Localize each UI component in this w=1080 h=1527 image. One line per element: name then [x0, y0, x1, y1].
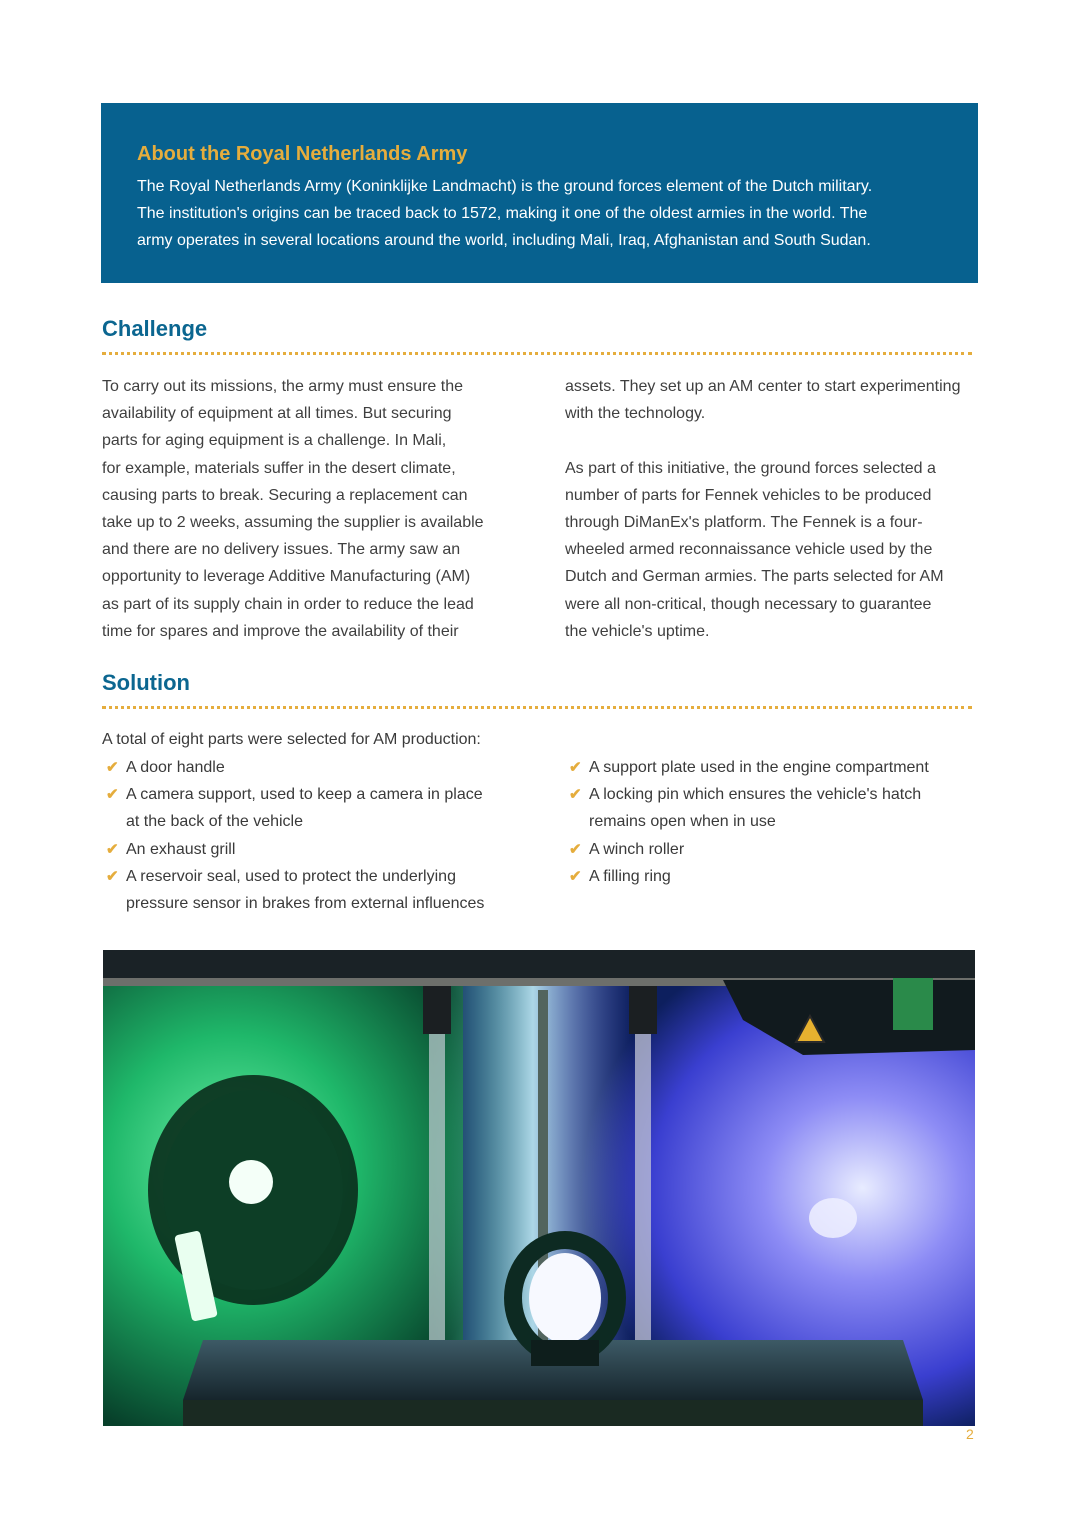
- check-icon: ✔: [106, 840, 119, 858]
- list-item: [102, 836, 542, 863]
- text-line: causing parts to break. Securing a replacement can: [102, 486, 468, 504]
- list-item: [102, 754, 542, 781]
- text-line: wheeled armed reconnaissance vehicle used by the: [565, 541, 933, 559]
- about-banner: [101, 103, 978, 283]
- parts-list-left: [102, 754, 542, 917]
- about-title: About the Royal Netherlands Army: [137, 143, 468, 165]
- challenge-right-para-2: [565, 455, 985, 645]
- about-text: [137, 173, 942, 254]
- list-item-text: A reservoir seal, used to protect the underlying: [126, 867, 456, 885]
- text-line: were all non-critical, though necessary to guarantee: [565, 595, 932, 613]
- printer-illustration: [103, 950, 975, 1426]
- solution-heading: Solution: [102, 670, 190, 695]
- text-line: opportunity to leverage Additive Manufacturing (AM): [102, 568, 471, 586]
- solution-divider: [102, 706, 972, 709]
- check-icon: ✔: [569, 840, 582, 858]
- list-item: [565, 754, 985, 781]
- text-line: availability of equipment at all times. But securing: [102, 405, 452, 423]
- text-line: assets. They set up an AM center to start experimenting: [565, 378, 961, 395]
- challenge-heading: Challenge: [102, 316, 208, 341]
- challenge-divider: [102, 352, 972, 355]
- challenge-left-text: [102, 373, 542, 645]
- list-item-text: An exhaust grill: [126, 840, 236, 858]
- check-icon: ✔: [569, 786, 582, 804]
- challenge-right-para-1: [565, 373, 985, 427]
- text-line: parts for aging equipment is a challenge. In Mali,: [102, 432, 447, 450]
- parts-list-right: [565, 754, 985, 890]
- check-icon: ✔: [106, 867, 119, 885]
- about-line: army operates in several locations around the world, including Mali, Iraq, Afghanistan and South Sudan.: [137, 232, 871, 249]
- text-line: As part of this initiative, the ground forces selected a: [565, 459, 936, 477]
- solution-intro: A total of eight parts were selected for AM production:: [102, 731, 481, 748]
- list-item-text: remains open when in use: [589, 813, 776, 831]
- text-line: number of parts for Fennek vehicles to be produced: [565, 486, 932, 504]
- text-line: take up to 2 weeks, assuming the supplier is available: [102, 514, 484, 532]
- list-item-text: A camera support, used to keep a camera in place: [126, 786, 483, 804]
- text-line: and there are no delivery issues. The army saw an: [102, 541, 461, 559]
- list-item-text: A filling ring: [589, 867, 671, 885]
- page-number: 2: [966, 1426, 974, 1442]
- list-item: [565, 781, 985, 835]
- list-item-text: at the back of the vehicle: [126, 813, 303, 831]
- list-item: [102, 863, 542, 917]
- text-line: for example, materials suffer in the desert climate,: [102, 459, 456, 477]
- list-item-text: pressure sensor in brakes from external influences: [126, 895, 485, 913]
- challenge-left-column: [102, 373, 542, 645]
- about-line: The institution's origins can be traced back to 1572, making it one of the oldest armies in the world. The: [137, 205, 868, 222]
- check-icon: ✔: [569, 759, 582, 776]
- text-line: To carry out its missions, the army must ensure the: [102, 378, 464, 395]
- text-line: the vehicle's uptime.: [565, 622, 710, 640]
- text-line: with the technology.: [565, 405, 706, 423]
- list-item: [102, 781, 542, 835]
- list-item-text: A door handle: [126, 759, 225, 776]
- check-icon: ✔: [106, 759, 119, 776]
- list-item-text: A locking pin which ensures the vehicle's hatch: [589, 786, 922, 804]
- text-line: as part of its supply chain in order to reduce the lead: [102, 595, 474, 613]
- list-item: [565, 836, 985, 863]
- text-line: Dutch and German armies. The parts selected for AM: [565, 568, 944, 586]
- list-item-text: A winch roller: [589, 840, 685, 858]
- text-line: time for spares and improve the availability of their: [102, 622, 459, 640]
- challenge-right-column: [565, 373, 985, 645]
- text-line: through DiManEx's platform. The Fennek is a four-: [565, 514, 923, 531]
- check-icon: ✔: [569, 867, 582, 885]
- printer-photo: [103, 950, 975, 1426]
- about-line: The Royal Netherlands Army (Koninklijke Landmacht) is the ground forces element of the Dutch military.: [137, 178, 873, 195]
- list-item: [565, 863, 985, 890]
- list-item-text: A support plate used in the engine compartment: [589, 759, 929, 776]
- check-icon: ✔: [106, 786, 119, 804]
